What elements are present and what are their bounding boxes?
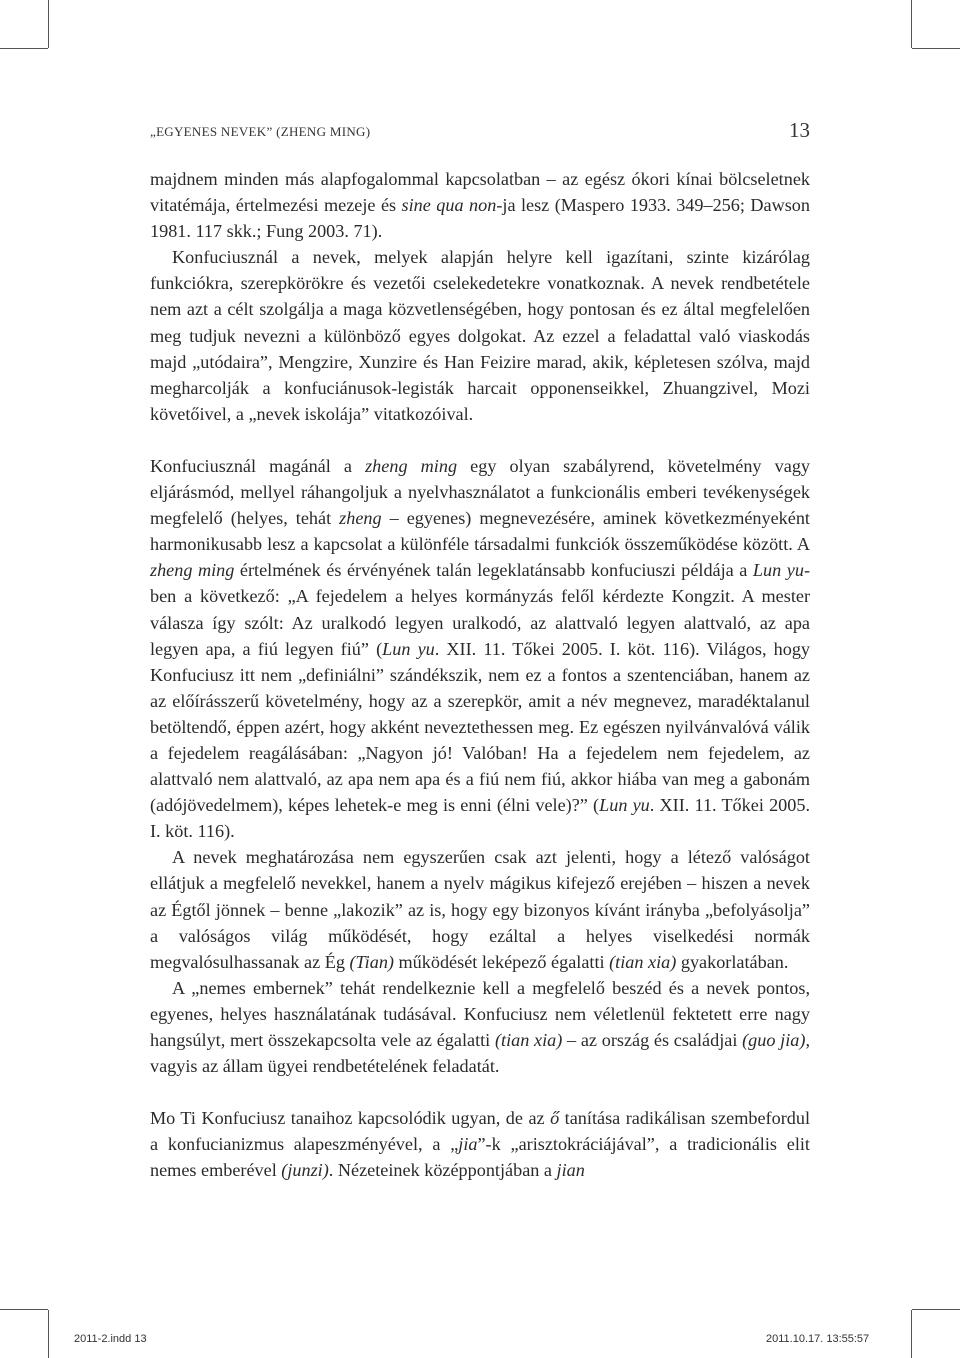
italic-term: sine qua non (401, 195, 497, 216)
crop-mark-top-left (48, 0, 49, 48)
italic-term: (junzi) (281, 1160, 329, 1181)
footer-filename: 2011-2.indd 13 (74, 1333, 147, 1345)
italic-term: (guo jia) (742, 1030, 806, 1050)
paragraph: A „nemes embernek” tehát rendelkeznie kell a megfelelő beszéd és a nevek pontos, egyenes, helyes használatának tudásával. Konfuciusz nem véletlenül fektetett erre nagy hangsúlyt, mert összekapcsolta vele az égalatti (tian xia) – az ország és családjai (guo jia), vagyis az állam ügyei rendbetételének feladatát. (150, 977, 810, 1077)
italic-term: jia (458, 1134, 478, 1155)
page-number: 13 (789, 118, 810, 142)
italic-term: Lun yu (382, 638, 435, 659)
italic-term: zheng (339, 508, 382, 529)
italic-term: ő (550, 1108, 560, 1129)
paragraph: majdnem minden más alapfogalommal kapcsolatban – az egész ókori kínai bölcseletnek vitatémája, értelmezési mezeje és sine qua non-ja lesz (Maspero 1933. 349–256; Dawson 1981. 117 skk.; Fung 2003. 71). (150, 169, 810, 242)
body-text (150, 166, 810, 1183)
italic-term: (tian xia) (494, 1030, 563, 1050)
paragraph: Konfuciusznál a nevek, melyek alapján helyre kell igazítani, szinte kizárólag funkciókra, szerepkörökre és vezetői cselekedetekre vonatkoznak. A nevek rendbetétele nem azt a célt szolgálja a maga közvetlenségében, hogy pontosan és ez által megfelelően meg tudjuk nevezni a különböző egyes dolgokat. Az ezzel a feladattal való viaskodás majd „utódaira”, Mengzire, Xunzire és Han Feizire marad, akik, képletesen szólva, majd megharcolják a konfuciánusok-legisták harcait opponenseikkel, Zhuangzivel, Mozi követőivel, a „nevek iskolája” vitatkozóival. (150, 247, 810, 424)
paragraph: A nevek meghatározása nem egyszerűen csak azt jelenti, hogy a létező valóságot ellátjuk a megfelelő nevekkel, hanem a nyelv mágikus kifejező erejében – hiszen a nevek az Égtől jönnek – benne „lakozik” az is, hogy egy bizonyos kívánt irányba „befolyásolja” a valóságos világ működését, hogy ezáltal a helyes viselkedési normák megvalósulhassanak az Ég (Tian) működését leképező égalatti (tian xia) gyakorlatában. (150, 847, 810, 972)
paragraph: Mo Ti Konfuciusz tanaihoz kapcsolódik ugyan, de az ő tanítása radikálisan szembefordul a konfucianizmus alapeszményével, a „jia”-k „arisztokráciájával”, a tradicionális elit nemes emberével (junzi). Nézeteinek középpontjában a jian (150, 1108, 811, 1181)
italic-term: (tian xia) (609, 951, 677, 972)
italic-term: jian (556, 1160, 585, 1181)
crop-mark-top-left-h (0, 48, 48, 49)
crop-mark-bottom-right (911, 1310, 912, 1358)
italic-term: (Tian) (349, 951, 394, 972)
italic-term: Lun yu (752, 560, 804, 581)
italic-term: zheng ming (150, 560, 235, 581)
crop-mark-bottom-left-h (0, 1309, 48, 1310)
italic-term: zheng ming (365, 455, 458, 476)
crop-mark-bottom-right-h (912, 1309, 960, 1310)
paragraph: Konfuciusznál magánál a zheng ming egy olyan szabályrend, követelmény vagy eljárásmód, mellyel ráhangoljuk a nyelvhasználatot a funkcionális emberi tevékenységek megfelelő (helyes, tehát zheng – egyenes) megnevezésére, aminek következményeként harmonikusabb lesz a kapcsolat a különféle társadalmi funkciók összeműködése között. A zheng ming értelmének és érvényének talán legeklatánsabb konfuciuszi példája a Lun yu-ben a következő: „A fejedelem a helyes kormányzás felől kérdezte Kongzit. A mester válasza így szólt: Az uralkodó legyen uralkodó, az alattvaló legyen alattvaló, az apa legyen apa, a fiú legyen fiú” (Lun yu. XII. 11. Tőkei 2005. I. köt. 116). Világos, hogy Konfuciusz itt nem „definiálni” szándékszik, nem ez a fontos a szentenciában, hanem az az előírásszerű követelmény, hogy az a szerepkör, amit a név megnevez, maradéktalanul betöltendő, éppen azért, hogy akként neveztethessen meg. Ez egészen nyilvánvalóvá válik a fejedelem reagálásában: „Nagyon jó! Valóban! Ha a fejedelem nem fejedelem, az alattvaló nem alattvaló, az apa nem apa és a fiú nem fiú, akkor hiába van meg a gabonám (adójövedelmem), képes lehetek-e meg is enni (élni vele)?” (Lun yu. XII. 11. Tőkei 2005. I. köt. 116). (150, 455, 811, 842)
crop-mark-bottom-left (48, 1310, 49, 1358)
crop-mark-top-right-h (912, 48, 960, 49)
italic-term: Lun yu (599, 795, 650, 816)
crop-mark-top-right (911, 0, 912, 48)
footer-timestamp: 2011.10.17. 13:55:57 (766, 1333, 870, 1345)
running-head: „EGYENES NEVEK” (ZHENG MING) (150, 124, 371, 139)
